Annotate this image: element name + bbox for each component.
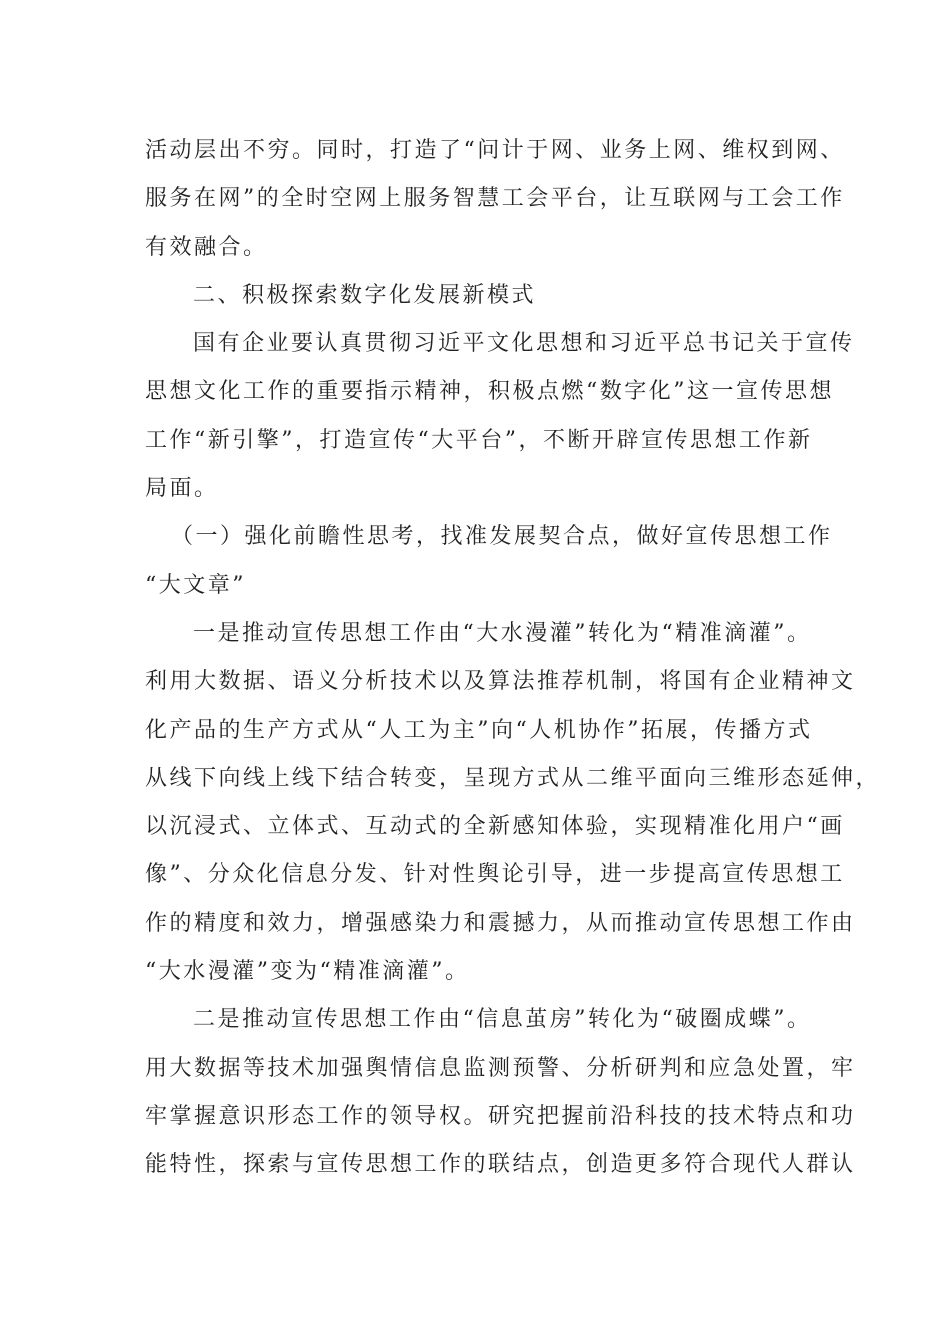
paragraph-continued [145, 127, 845, 272]
text-line: 能特性，探索与宣传思想工作的联结点，创造更多符合现代人群认 [145, 1152, 856, 1178]
text-line: 有效融合。 [145, 234, 268, 260]
text-line: 服务在网”的全时空网上服务智慧工会平台，让互联网与工会工作 [145, 186, 845, 212]
text-line: 一是推动宣传思想工作由“大水漫灌”转化为“精准滴灌”。 [193, 620, 812, 646]
sub-heading-text: “大文章” [145, 572, 246, 598]
section-heading-text: 二、积极探索数字化发展新模式 [193, 282, 537, 308]
text-line: 局面。 [145, 476, 219, 502]
text-line: “大水漫灌”变为“精准滴灌”。 [145, 959, 470, 985]
document-body [145, 127, 881, 1190]
text-line: 思想文化工作的重要指示精神，积极点燃“数字化”这一宣传思想 [145, 379, 834, 405]
text-line: 二是推动宣传思想工作由“信息茧房”转化为“破圈成蝶”。 [193, 1007, 812, 1033]
paragraph [145, 320, 855, 513]
text-line: 化产品的生产方式从“人工为主”向“人机协作”拓展，传播方式 [145, 717, 813, 743]
text-line: 像”、分众化信息分发、针对性舆论引导，进一步提高宣传思想工 [145, 862, 845, 888]
paragraph [145, 996, 856, 1189]
sub-heading-text: （一）强化前瞻性思考，找准发展契合点，做好宣传思想工作 [171, 524, 833, 550]
text-line: 从线下向线上线下结合转变，呈现方式从二维平面向三维形态延伸， [145, 765, 881, 791]
text-line: 工作“新引擎”，打造宣传“大平台”，不断开辟宣传思想工作新 [145, 427, 813, 453]
text-line: 活动层出不穷。同时，打造了“问计于网、业务上网、维权到网、 [145, 138, 845, 163]
paragraph [145, 610, 881, 996]
section-heading [145, 272, 807, 320]
text-line: 牢掌握意识形态工作的领导权。研究把握前沿科技的技术特点和功 [145, 1103, 856, 1129]
text-line: 以沉浸式、立体式、互动式的全新感知体验，实现精准化用户“画 [145, 814, 845, 840]
text-line: 作的精度和效力，增强感染力和震撼力，从而推动宣传思想工作由 [145, 910, 856, 936]
text-line: 利用大数据、语义分析技术以及算法推荐机制，将国有企业精神文 [145, 669, 856, 695]
text-line: 用大数据等技术加强舆情信息监测预警、分析研判和应急处置，牢 [145, 1055, 856, 1081]
sub-heading [145, 513, 833, 610]
text-line: 国有企业要认真贯彻习近平文化思想和习近平总书记关于宣传 [193, 331, 855, 357]
